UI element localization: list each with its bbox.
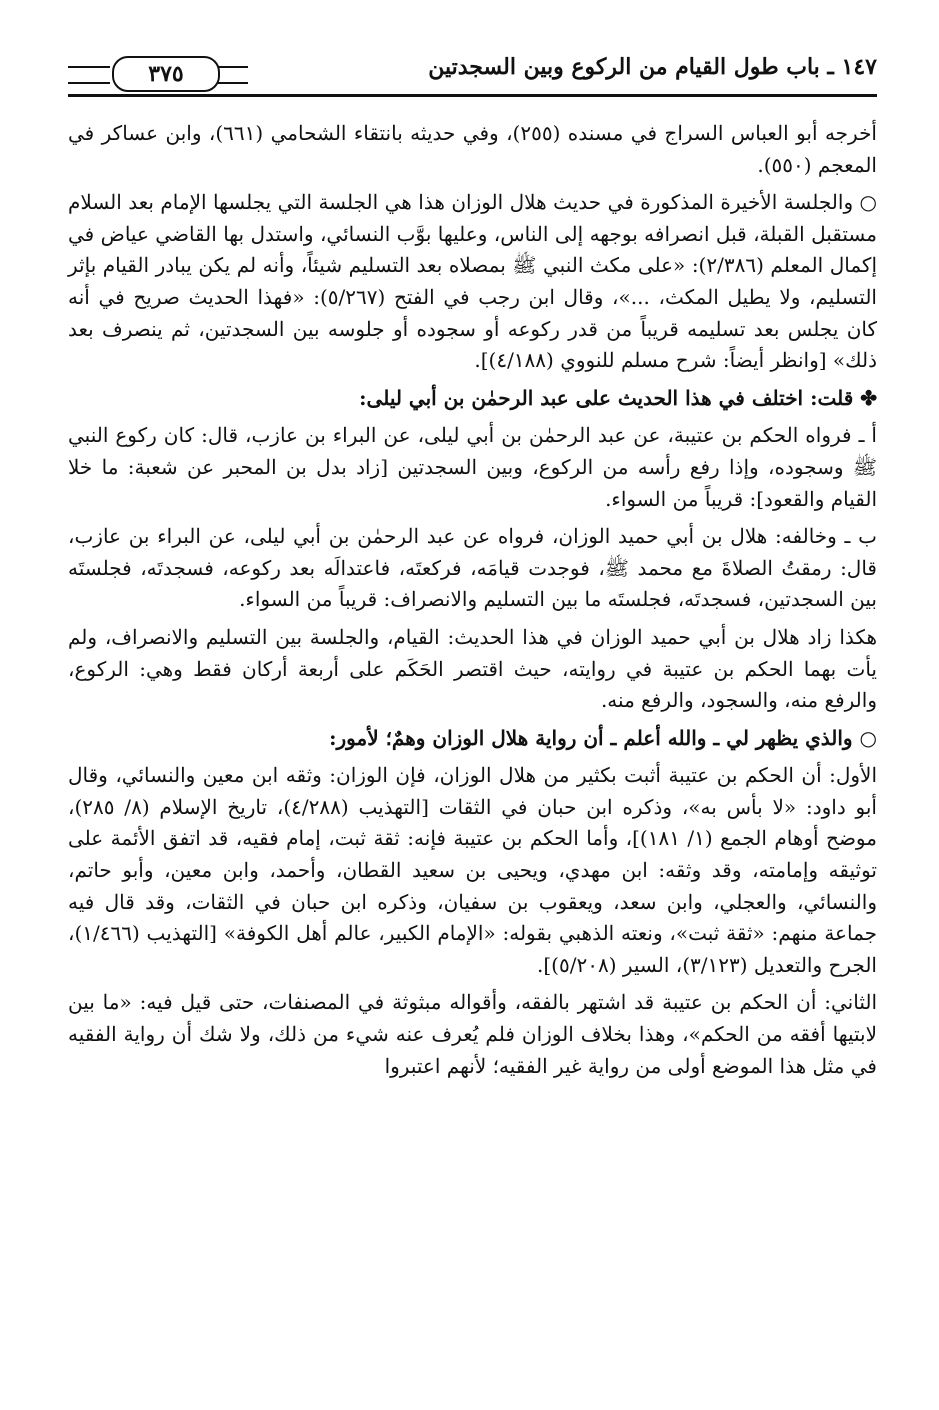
- header-rule: [68, 94, 877, 97]
- paragraph-takhrij: أخرجه أبو العباس السراج في مسنده (٢٥٥)، وفي حديثه بانتقاء الشحامي (٦٦١)، وابن عساكر في المعجم (٥٥٠).: [68, 121, 877, 177]
- paragraph-ziyada: هكذا زاد هلال بن أبي حميد الوزان في هذا الحديث: القيام، والجلسة بين التسليم والانصراف، ولم يأت بهما الحكم بن عتيبة في روايته، حيث اقتصر الحَكَم على أربعة أركان فقط وهي: الركوع، والرفع منه، والسجود، والرفع منه.: [68, 624, 878, 713]
- paragraph-riwaya-alif: أ ـ فرواه الحكم بن عتيبة، عن عبد الرحمٰن بن أبي ليلى، عن البراء بن عازب، قال: كان ركوع النبي ﷺ وسجوده، وإذا رفع رأسه من الركوع، وبين السجدتين [زاد بدل بن المحبر عن شعبة: ما خلا القيام والقعود]: قريباً من السواء.: [68, 423, 877, 511]
- ornament-line-left: [68, 66, 110, 84]
- page-header: [68, 52, 877, 98]
- chapter-title: ١٤٧ ـ باب طول القيام من الركوع وبين السجدتين: [428, 54, 877, 80]
- paragraph-riwaya-ba: ب ـ وخالفه: هلال بن أبي حميد الوزان، فرواه عن عبد الرحمٰن بن أبي ليلى، عن البراء بن عازب، قال: رمقتُ الصلاةَ مع محمد ﷺ، فوجدت قيامَه، فركعتَه، فاعتدالَه بعد ركوعه، فسجدتَه، فجلستَه بين السجدتين، فسجدتَه، فجلستَه ما بين التسليم والانصراف: قريباً من السواء.: [68, 524, 877, 612]
- paragraph-first-reason: الأول: أن الحكم بن عتيبة أثبت بكثير من هلال الوزان، فإن الوزان: وثقه ابن معين والنسائي، وقال أبو داود: «لا بأس به»، وذكره ابن حبان في الثقات [التهذيب (٤/٢٨٨)، تاريخ الإسلام (٨/ ٢٨٥)، موضح أوهام الجمع (١/ ١٨١)]، وأما الحكم بن عتيبة فإنه: ثقة ثبت، إمام فقيه، قد اتفق الأئمة على توثيقه وإمامته، وقد وثقه: ابن مهدي، ويحيى بن سعيد القطان، وأحمد، وابن معين، وأبو حاتم، والنسائي، والعجلي، وابن سعد، ويعقوب بن سفيان، وذكره ابن حبان في الثقات، وقد قال فيه جماعة منهم: «ثقة ثبت»، ونعته الذهبي بقوله: «الإمام الكبير، عالم أهل الكوفة» [التهذيب (١/٤٦٦)، الجرح والتعديل (٣/١٢٣)، السير (٥/٢٠٨)].: [68, 763, 877, 977]
- page-number-ornament: [68, 56, 248, 92]
- paragraph-second-reason: الثاني: أن الحكم بن عتيبة قد اشتهر بالفقه، وأقواله مبثوثة في المصنفات، حتى قيل فيه: «ما بين لابتيها أفقه من الحكم»، وهذا بخلاف الوزان فلم يُعرف عنه شيء من ذلك، ولا شك أن رواية الفقيه في مثل هذا الموضع أولى من رواية غير الفقيه؛ لأنهم اعتبروا: [68, 990, 877, 1078]
- paragraph-wahm: ○ والذي يظهر لي ـ والله أعلم ـ أن رواية هلال الوزان وهمٌ؛ لأمور:: [329, 725, 877, 750]
- paragraph-final-sitting: ○ والجلسة الأخيرة المذكورة في حديث هلال الوزان هذا هي الجلسة التي يجلسها الإمام بعد السلام مستقبل القبلة، قبل انصرافه بوجهه إلى الناس، وعليها بوَّب النسائي، واستدل بها القاضي عياض في إكمال المعلم (٢/٣٨٦): «على مكث النبي ﷺ بمصلاه بعد التسليم شيئاً، وأنه لم يكن يبادر القيام بإثر التسليم، ولا يطيل المكث، ...»، وقال ابن رجب في الفتح (٥/٢٦٧): «فهذا الحديث صريح في أنه كان يجلس بعد تسليمه قريباً من قدر ركوعه أو سجوده أو جلوسه بين السجدتين، ثم ينصرف بعد ذلك» [وانظر أيضاً: شرح مسلم للنووي (٤/١٨٨)].: [68, 190, 877, 373]
- paragraph-qultu: ✤ قلت: اختلف في هذا الحديث على عبد الرحمٰن بن أبي ليلى:: [359, 385, 877, 410]
- page-body: [68, 118, 877, 1088]
- page-number: ٣٧٥: [112, 56, 220, 92]
- ornament-line-right: [218, 66, 248, 84]
